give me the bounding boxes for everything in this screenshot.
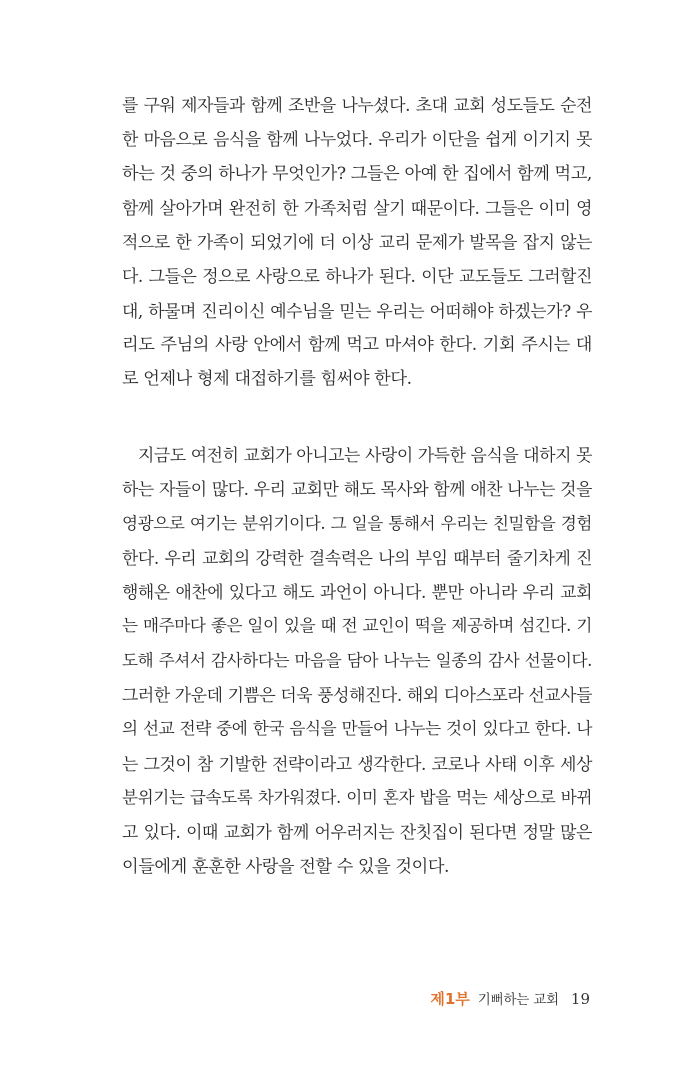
text-line: 로 언제나 형제 대접하기를 힘써야 한다. bbox=[122, 369, 412, 390]
text-line: 행해온 애찬에 있다고 해도 과언이 아니다. 뿐만 아니라 우리 교회 bbox=[122, 582, 592, 603]
paragraph-2 bbox=[122, 438, 592, 884]
text-line: 한 마음으로 음식을 함께 나누었다. 우리가 이단을 쉽게 이기지 못 bbox=[122, 129, 592, 150]
text-line: 함께 살아가며 완전히 한 가족처럼 살기 때문이다. 그들은 이미 영 bbox=[122, 197, 592, 218]
page-number: 19 bbox=[570, 990, 590, 1008]
text-line: 도해 주셔서 감사하다는 마음을 담아 나누는 일종의 감사 선물이다. bbox=[122, 650, 592, 670]
part-label: 제1부 bbox=[430, 990, 470, 1008]
text-line: 분위기는 급속도록 차가워졌다. 이미 혼자 밥을 먹는 세상으로 바뀌 bbox=[122, 787, 592, 807]
text-line: 하는 자들이 많다. 우리 교회만 해도 목사와 함께 애찬 나누는 것을 bbox=[122, 479, 592, 500]
text-line: 의 선교 전략 중에 한국 음식을 만들어 나누는 것이 있다고 한다. 나 bbox=[122, 719, 592, 739]
chapter-title: 기뻐하는 교회 bbox=[477, 992, 559, 1008]
text-line: 는 그것이 참 기발한 전략이라고 생각한다. 코로나 사태 이후 세상 bbox=[122, 753, 592, 774]
paragraph-1 bbox=[122, 88, 592, 397]
text-line: 는 매주마다 좋은 일이 있을 때 전 교인이 떡을 제공하며 섬긴다. 기 bbox=[122, 616, 592, 636]
text-line: 지금도 여전히 교회가 아니고는 사랑이 가득한 음식을 대하지 못 bbox=[138, 445, 592, 465]
text-line: 리도 주님의 사랑 안에서 함께 먹고 마셔야 한다. 기회 주시는 대 bbox=[122, 335, 592, 356]
running-footer bbox=[430, 988, 590, 1009]
text-line: 그러한 가운데 기쁨은 더욱 풍성해진다. 해외 디아스포라 선교사들 bbox=[122, 685, 592, 706]
text-line: 이들에게 훈훈한 사랑을 전할 수 있을 것이다. bbox=[122, 856, 450, 877]
text-line: 대, 하물며 진리이신 예수님을 믿는 우리는 어떠해야 하겠는가? 우 bbox=[122, 300, 592, 321]
text-line: 하는 것 중의 하나가 무엇인가? 그들은 아예 한 집에서 함께 먹고, bbox=[122, 163, 592, 184]
text-line: 다. 그들은 정으로 사랑으로 하나가 된다. 이단 교도들도 그러할진 bbox=[122, 266, 592, 287]
text-line: 한다. 우리 교회의 강력한 결속력은 나의 부임 때부터 줄기차게 진 bbox=[122, 547, 592, 568]
text-line: 고 있다. 이때 교회가 함께 어우러지는 잔칫집이 된다면 정말 많은 bbox=[122, 822, 592, 843]
text-line: 적으로 한 가족이 되었기에 더 이상 교리 문제가 발목을 잡지 않는 bbox=[122, 232, 592, 253]
text-line: 영광으로 여기는 분위기이다. 그 일을 통해서 우리는 친밀함을 경험 bbox=[122, 513, 592, 533]
text-line: 를 구워 제자들과 함께 조반을 나누셨다. 초대 교회 성도들도 순전 bbox=[122, 95, 592, 115]
